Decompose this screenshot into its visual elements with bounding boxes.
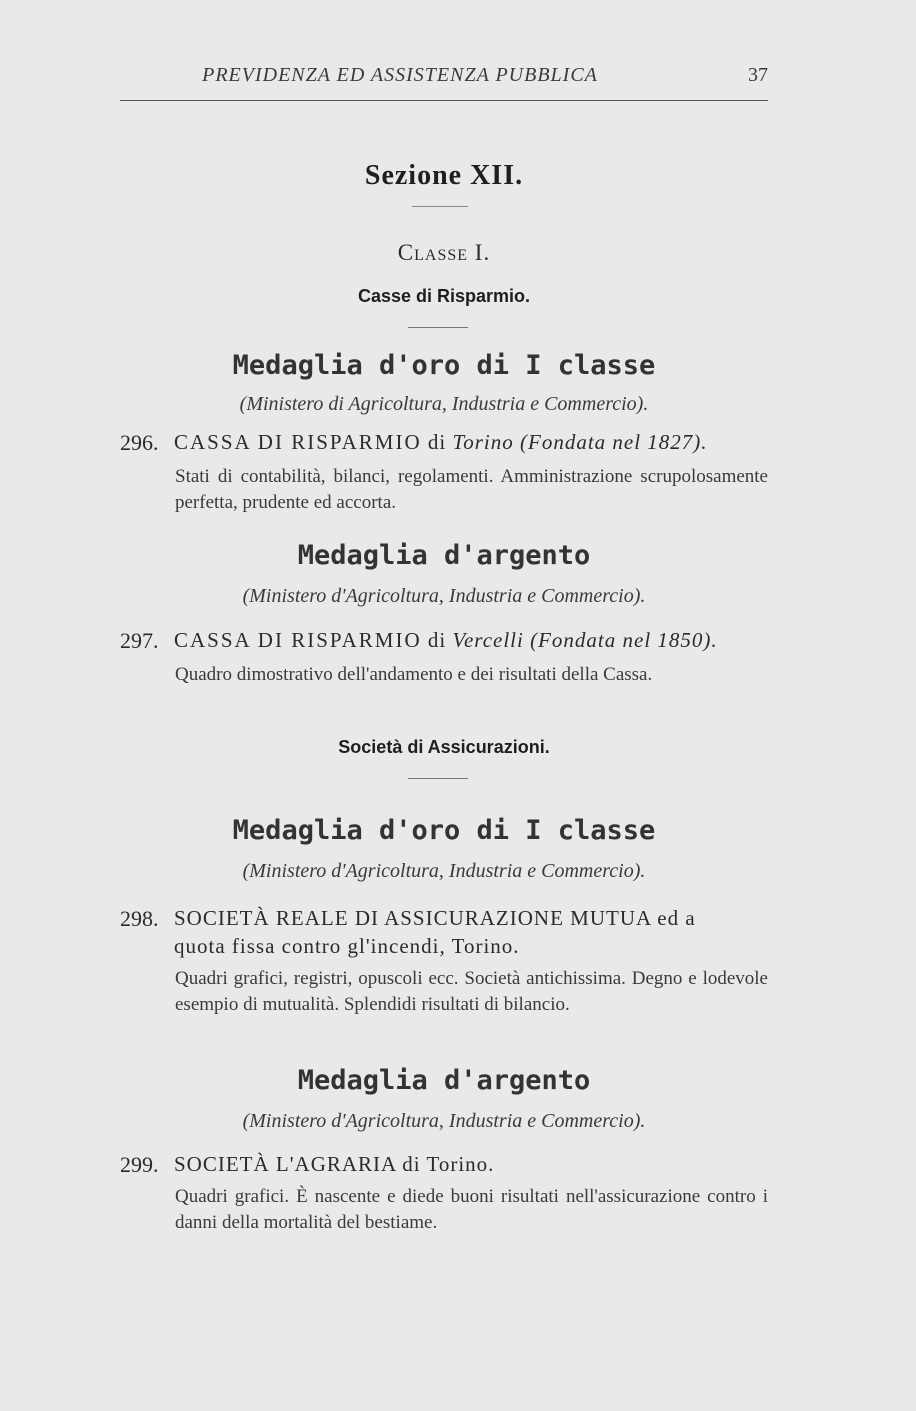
entry-number: 298. — [120, 906, 159, 931]
entry-di: di — [427, 430, 447, 454]
entry-description: Quadri grafici, registri, opuscoli ecc. Società antichissima. Degno e lodevole esempio di mutualità. Splendidi risultati di bilancio. — [175, 968, 768, 1015]
category-heading: Casse di Risparmio. — [357, 286, 531, 306]
entry-founded: (Fondata nel 1827). — [520, 430, 708, 454]
divider — [408, 778, 468, 779]
medal-heading: Medaglia d'argento — [297, 1065, 591, 1096]
medal-heading: Medaglia d'oro di I classe — [232, 815, 656, 846]
entry-heading — [174, 628, 768, 653]
medal-heading: Medaglia d'argento — [297, 540, 591, 571]
ministry-line: (Ministero d'Agricoltura, Industria e Commercio). — [242, 585, 646, 607]
entry-number: 296. — [120, 430, 159, 455]
running-head — [120, 62, 768, 90]
entry-number: 299. — [120, 1152, 159, 1177]
entry-heading — [174, 430, 768, 455]
ministry-line: (Ministero d'Agricoltura, Industria e Commercio). — [242, 1110, 646, 1132]
class-numeral: I. — [474, 240, 491, 265]
medal-heading: Medaglia d'oro di I classe — [232, 350, 656, 381]
ministry-line: (Ministero d'Agricoltura, Industria e Commercio). — [242, 860, 646, 882]
divider — [408, 327, 468, 328]
entry-name: CASSA DI RISPARMIO — [174, 430, 422, 454]
ministry-line: (Ministero di Agricoltura, Industria e Commercio). — [239, 393, 649, 415]
entry-number: 297. — [120, 628, 159, 653]
section-title: Sezione XII. — [364, 160, 524, 191]
entry-description: Quadro dimostrativo dell'andamento e dei risultati della Cassa. — [175, 664, 653, 685]
entry-heading-continued: quota fissa contro gl'incendi, Torino. — [174, 934, 520, 958]
entry-founded: (Fondata nel 1850). — [530, 628, 718, 652]
category-heading: Società di Assicurazioni. — [338, 737, 550, 757]
entry-di: di — [427, 628, 447, 652]
entry-heading: SOCIETÀ REALE DI ASSICURAZIONE MUTUA ed a — [174, 906, 696, 930]
entry-city: Vercelli — [452, 628, 524, 652]
divider — [412, 206, 468, 207]
entry-description: Stati di contabilità, bilanci, regolamenti. Amministrazione scrupolosamente perfetta, prudente ed accorta. — [175, 466, 768, 513]
page-number: 37 — [748, 64, 768, 86]
entry-heading: SOCIETÀ L'AGRARIA di Torino. — [174, 1152, 495, 1176]
entry-name: CASSA DI RISPARMIO — [174, 628, 422, 652]
class-title — [120, 240, 768, 266]
entry-city: Torino — [452, 430, 514, 454]
running-head-title: PREVIDENZA ED ASSISTENZA PUBBLICA — [202, 64, 598, 86]
header-rule — [120, 100, 768, 101]
class-prefix: Classe — [397, 240, 469, 265]
entry-description: Quadri grafici. È nascente e diede buoni risultati nell'assicurazione contro i danni della mortalità del bestiame. — [175, 1186, 768, 1233]
